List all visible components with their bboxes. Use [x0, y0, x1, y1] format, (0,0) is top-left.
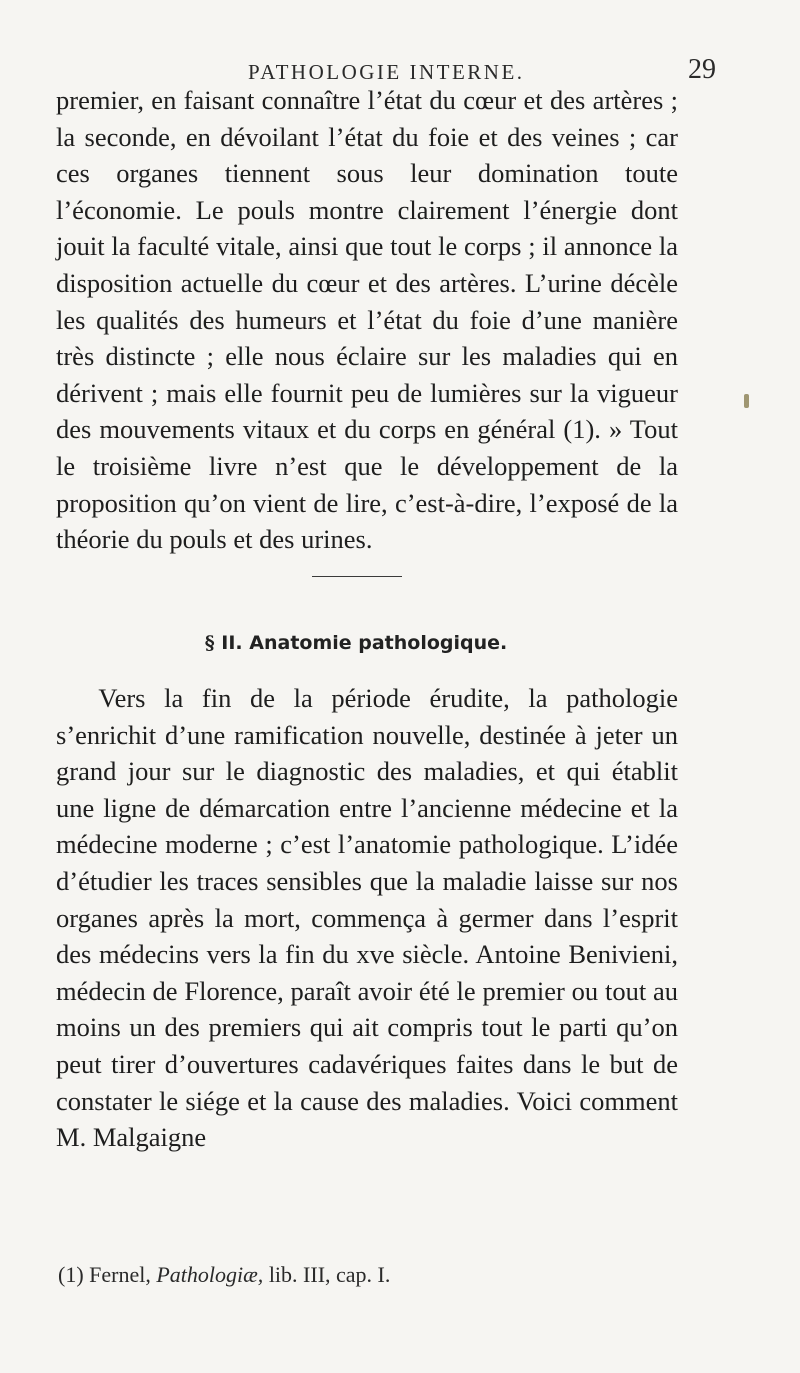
footnote-reference: lib. III, cap. I.	[268, 1262, 391, 1287]
page-number: 29	[688, 54, 716, 85]
footnote	[58, 1262, 390, 1288]
paragraph-continued: premier, en faisant connaître l’état du cœur et des artères ; la seconde, en dévoilant l’état du foie et des veines ; car ces organes tiennent sous leur domination toute l’économie. Le pouls montre clairement l’énergie dont jouit la faculté vitale, ainsi que tout le corps ; il annonce la disposition actuelle du cœur et des artères. L’urine décèle les qualités des humeurs et l’état du foie d’une manière très distincte ; elle nous éclaire sur les maladies qui en dérivent ; mais elle fournit peu de lumières sur la vigueur des mouvements vitaux et du corps en général (1). » Tout le troisième livre n’est que le développement de la proposition qu’on vient de lire, c’est-à-dire, l’exposé de la théorie du pouls et des urines.	[56, 85, 678, 555]
section-symbol: §	[204, 632, 215, 654]
running-head: PATHOLOGIE INTERNE.	[248, 60, 525, 84]
footnote-work-title: Pathologiæ,	[156, 1262, 264, 1287]
section-heading	[0, 632, 712, 654]
footnote-author: Fernel,	[89, 1262, 151, 1287]
paragraph-section-body: Vers la fin de la période érudite, la pathologie s’enrichit d’une ramification nouvelle, destinée à jeter un grand jour sur le diagnostic des maladies, et qui établit une ligne de démarcation entre l’ancienne médecine et la médecine moderne ; c’est l’anatomie pathologique. L’idée d’étudier les traces sensibles que la maladie laisse sur nos organes après la mort, commença à germer dans l’esprit des médecins vers la fin du xve siècle. Antoine Benivieni, médecin de Florence, paraît avoir été le premier ou tout au moins un des premiers qui ait compris tout le parti qu’on peut tirer d’ouvertures cadavériques faites dans le but de constater le siége et la cause des maladies. Voici comment M. Malgaigne	[56, 683, 678, 1153]
footnote-marker: (1)	[58, 1262, 84, 1287]
section-title: Anatomie pathologique.	[249, 632, 508, 654]
page-stain	[744, 394, 749, 408]
section-divider	[312, 576, 402, 577]
section-number: II.	[221, 632, 243, 654]
